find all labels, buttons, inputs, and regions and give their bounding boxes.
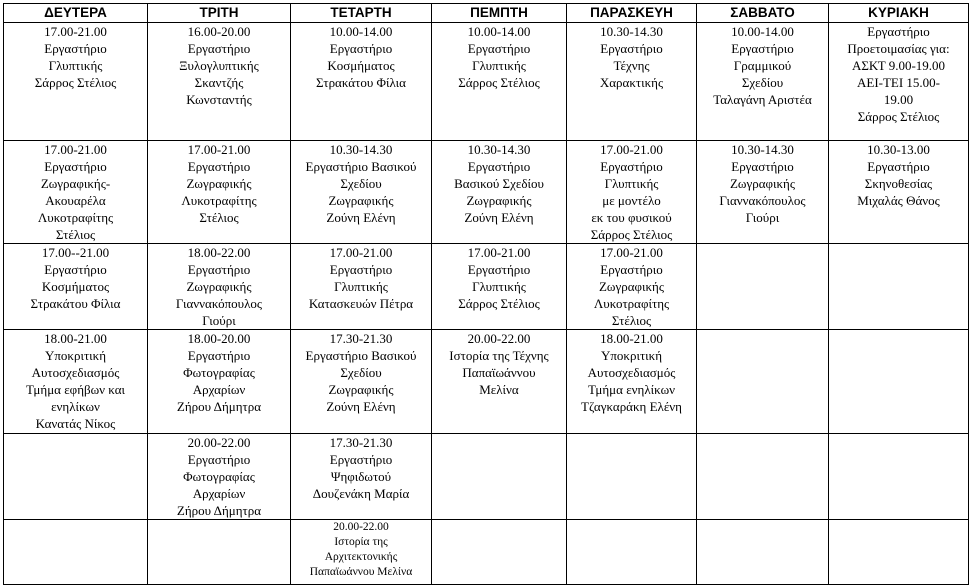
slot-line: Γλυπτικής [334, 279, 388, 294]
slot-line: Ζήρου Δήμητρα [176, 503, 262, 518]
slot-line: Ζωγραφικής [466, 193, 532, 208]
slot-line-first: 18.00-22.00 [187, 245, 251, 260]
class-slot [291, 141, 432, 244]
schedule-header [4, 4, 969, 23]
day-header-sunday: ΚΥΡΙΑΚΗ [829, 4, 969, 23]
slot-line: Εργαστήριο [731, 159, 794, 174]
day-header-saturday: ΣΑΒΒΑΤΟ [697, 4, 829, 23]
slot-line: Κοσμήματος [327, 58, 395, 73]
class-slot [291, 434, 432, 520]
slot-line: Σχεδίου [741, 75, 784, 90]
class-slot [4, 244, 148, 330]
class-slot [148, 330, 291, 434]
schedule-row [4, 244, 969, 330]
empty-slot [567, 434, 697, 520]
class-slot [697, 141, 829, 244]
slot-line: Γλυπτικής [472, 58, 526, 73]
slot-line: Τμήμα ενηλίκων [587, 382, 676, 397]
slot-line: Ζωγραφικής [598, 279, 665, 294]
class-slot [432, 244, 567, 330]
slot-line-first: 10.30-14.30 [329, 142, 393, 157]
slot-line: Γιαννακόπουλος [175, 296, 263, 311]
class-slot [567, 330, 697, 434]
slot-line-first: 17.00-21.00 [44, 142, 107, 157]
slot-line-first: 20.00-22.00 [333, 521, 389, 533]
slot-line: Ζωγραφικής [729, 176, 796, 191]
slot-line-first: Εργαστήριο [867, 24, 930, 39]
slot-line: Χαρακτικής [599, 75, 664, 90]
slot-line: Σάρρος Στέλιος [458, 296, 540, 311]
schedule-row [4, 520, 969, 585]
slot-line: Εργαστήριο [600, 159, 663, 174]
slot-line: Ζούνη Ελένη [326, 399, 396, 414]
slot-line: Εργαστήριο [187, 41, 251, 56]
slot-line: Τμήμα εφήβων και [25, 382, 126, 397]
slot-line-first: 17.00-21.00 [600, 245, 663, 260]
slot-line: Κοσμήματος [41, 279, 110, 294]
slot-line: Κατασκευών Πέτρα [308, 296, 414, 311]
slot-line-first: 10.00-14.00 [731, 24, 794, 39]
slot-line-first: 17.00-21.00 [467, 245, 531, 260]
schedule-body [4, 23, 969, 585]
slot-line: Εργαστήριο [731, 41, 794, 56]
slot-line: Προετοιμασίας για: [847, 41, 950, 56]
empty-slot [697, 520, 829, 585]
slot-line: Τέχνης [613, 58, 650, 73]
slot-line: Τζαγκαράκη Ελένη [581, 399, 682, 414]
slot-line: εκ του φυσικού [591, 210, 672, 225]
slot-line: Εργαστήριο Βασικού [305, 159, 417, 174]
slot-line: Ζήρου Δήμητρα [176, 399, 262, 414]
class-slot [148, 141, 291, 244]
empty-slot [4, 434, 148, 520]
slot-line: Ζωγραφικής [328, 382, 394, 397]
empty-slot [829, 434, 969, 520]
slot-line: Εργαστήριο [187, 452, 251, 467]
slot-line: Βασικού Σχεδίου [454, 176, 544, 191]
slot-line: Στέλιος [199, 210, 239, 225]
class-slot [291, 330, 432, 434]
slot-line: Παπαϊωάννου Μελίνα [309, 566, 413, 578]
slot-line: Ακουαρέλα [45, 193, 106, 208]
slot-line: Γιούρι [202, 313, 236, 328]
slot-line: Αρχαρίων [192, 486, 246, 501]
class-slot [432, 23, 567, 141]
slot-line: Εργαστήριο [867, 159, 930, 174]
slot-line: Εργαστήριο [44, 41, 107, 56]
slot-line: Ταλαγάνη Αριστέα [713, 92, 812, 107]
slot-line: Εργαστήριο [600, 41, 663, 56]
slot-line: Ζωγραφικής [186, 176, 252, 191]
day-header-friday: ΠΑΡΑΣΚΕΥΗ [567, 4, 697, 23]
slot-line: Παπαϊωάννου [462, 365, 536, 380]
slot-line: Ξυλογλυπτικής [179, 58, 259, 73]
class-slot [697, 23, 829, 141]
slot-line: Ιστορία της [334, 536, 388, 548]
slot-line: Εργαστήριο [187, 262, 251, 277]
slot-line: Στρακάτου Φίλια [30, 296, 121, 311]
slot-line: Στρακάτου Φίλια [316, 75, 406, 90]
schedule-row [4, 434, 969, 520]
slot-line: Εργαστήριο [467, 159, 531, 174]
empty-slot [697, 434, 829, 520]
slot-line: Σάρρος Στέλιος [34, 75, 117, 90]
slot-line-first: 18.00-20.00 [187, 331, 251, 346]
weekly-schedule-table [3, 3, 969, 585]
slot-line-first: 17.00-21.00 [44, 24, 107, 39]
day-header-monday: ΔΕΥΤΕΡΑ [4, 4, 148, 23]
slot-line: Γιαννακόπουλος [719, 193, 806, 208]
slot-line: Γλυπτικής [604, 176, 659, 191]
empty-slot [432, 520, 567, 585]
slot-line: Εργαστήριο [329, 452, 393, 467]
slot-line: Γραμμικού [733, 58, 792, 73]
slot-line: Σχεδίου [340, 365, 382, 380]
day-header-thursday: ΠΕΜΠΤΗ [432, 4, 567, 23]
slot-line: Λυκοτραφίτης [37, 210, 114, 225]
slot-line-first: 17.30-21.30 [329, 331, 393, 346]
slot-line: Εργαστήριο [467, 262, 531, 277]
class-slot [432, 330, 567, 434]
header-row [4, 4, 969, 23]
slot-line-first: 10.30-13.00 [867, 142, 930, 157]
slot-line-first: 17.00-21.00 [600, 142, 663, 157]
slot-line: Ζωγραφικής [328, 193, 394, 208]
slot-line: ΑΣΚΤ 9.00-19.00 [851, 58, 946, 73]
slot-line: Εργαστήριο [187, 159, 251, 174]
schedule-row [4, 141, 969, 244]
class-slot [291, 520, 432, 585]
slot-line: Εργαστήριο [600, 262, 663, 277]
slot-line: Κανατάς Νίκος [35, 416, 116, 431]
class-slot [432, 141, 567, 244]
class-slot [4, 23, 148, 141]
class-slot [148, 434, 291, 520]
slot-line: Εργαστήριο Βασικού [305, 348, 417, 363]
empty-slot [697, 244, 829, 330]
slot-line: με μοντέλο [602, 193, 661, 208]
slot-line: Σχεδίου [340, 176, 382, 191]
slot-line: Αρχαρίων [192, 382, 246, 397]
slot-line: Λυκοτραφίτης [181, 193, 257, 208]
slot-line: Ζωγραφικής [186, 279, 252, 294]
class-slot [148, 244, 291, 330]
empty-slot [829, 330, 969, 434]
slot-line: ενηλίκων [51, 399, 100, 414]
slot-line-first: 20.00-22.00 [187, 435, 251, 450]
slot-line: Εργαστήριο [329, 41, 393, 56]
slot-line-first: 20.00-22.00 [467, 331, 531, 346]
slot-line: Εργαστήριο [329, 262, 393, 277]
day-header-tuesday: ΤΡΙΤΗ [148, 4, 291, 23]
slot-line: Κωνσταντής [186, 92, 252, 107]
slot-line: Ζωγραφικής- [40, 176, 111, 191]
class-slot [567, 23, 697, 141]
class-slot [567, 141, 697, 244]
slot-line: Ζούνη Ελένη [464, 210, 534, 225]
empty-slot [432, 434, 567, 520]
slot-line: Δουζενάκη Μαρία [312, 486, 410, 501]
slot-line: Αυτοσχεδιασμός [31, 365, 120, 380]
slot-line: Εργαστήριο [44, 262, 107, 277]
slot-line: Γλυπτικής [472, 279, 526, 294]
slot-line-first: 16.00-20.00 [187, 24, 251, 39]
class-slot [4, 330, 148, 434]
schedule-row [4, 330, 969, 434]
slot-line: Σάρρος Στέλιος [857, 109, 940, 124]
class-slot [291, 23, 432, 141]
slot-line-first: 10.30-14.30 [600, 24, 663, 39]
slot-line: Στέλιος [55, 227, 96, 242]
slot-line-first: 10.30-14.30 [467, 142, 531, 157]
slot-line: Ψηφιδωτού [330, 469, 392, 484]
slot-line: Σάρρος Στέλιος [590, 227, 673, 242]
slot-line: Γλυπτικής [48, 58, 103, 73]
class-slot [829, 141, 969, 244]
slot-line: Υποκριτική [600, 348, 663, 363]
slot-line: Λυκοτραφίτης [593, 296, 670, 311]
class-slot [4, 141, 148, 244]
slot-line: Αρχιτεκτονικής [324, 551, 398, 563]
slot-line: Αυτοσχεδιασμός [587, 365, 676, 380]
slot-line-first: 17.00-21.00 [329, 245, 393, 260]
slot-line-first: 17.30-21.30 [329, 435, 393, 450]
slot-line-first: 17.00-21.00 [187, 142, 251, 157]
slot-line-first: 10.30-14.30 [731, 142, 794, 157]
slot-line: Σκηνοθεσίας [864, 176, 933, 191]
class-slot [829, 23, 969, 141]
slot-line: Μελίνα [479, 382, 519, 397]
slot-line-first: 17.00--21.00 [41, 245, 110, 260]
slot-line: Φωτογραφίας [183, 365, 255, 380]
slot-line: Μιχαλάς Θάνος [857, 193, 940, 208]
empty-slot [567, 520, 697, 585]
schedule-row [4, 23, 969, 141]
slot-line: Εργαστήριο [187, 348, 251, 363]
day-header-wednesday: ΤΕΤΑΡΤΗ [291, 4, 432, 23]
slot-line: Εργαστήριο [44, 159, 107, 174]
slot-line-first: 10.00-14.00 [467, 24, 531, 39]
empty-slot [4, 520, 148, 585]
empty-slot [148, 520, 291, 585]
slot-line: Εργαστήριο [467, 41, 531, 56]
empty-slot [829, 244, 969, 330]
slot-line-first: 18.00-21.00 [44, 331, 107, 346]
slot-line: 19.00 [883, 92, 914, 107]
slot-line: Φωτογραφίας [183, 469, 255, 484]
empty-slot [697, 330, 829, 434]
slot-line: Ιστορία της Τέχνης [449, 348, 549, 363]
class-slot [291, 244, 432, 330]
slot-line: Γιούρι [745, 210, 780, 225]
empty-slot [829, 520, 969, 585]
slot-line: Σάρρος Στέλιος [458, 75, 540, 90]
class-slot [148, 23, 291, 141]
slot-line: Ζούνη Ελένη [326, 210, 396, 225]
slot-line: Στέλιος [611, 313, 652, 328]
slot-line: Σκαντζής [194, 75, 244, 90]
slot-line-first: 10.00-14.00 [329, 24, 393, 39]
slot-line-first: 18.00-21.00 [600, 331, 663, 346]
slot-line: Υποκριτική [44, 348, 107, 363]
slot-line: ΑΕΙ-ΤΕΙ 15.00- [856, 75, 941, 90]
class-slot [567, 244, 697, 330]
